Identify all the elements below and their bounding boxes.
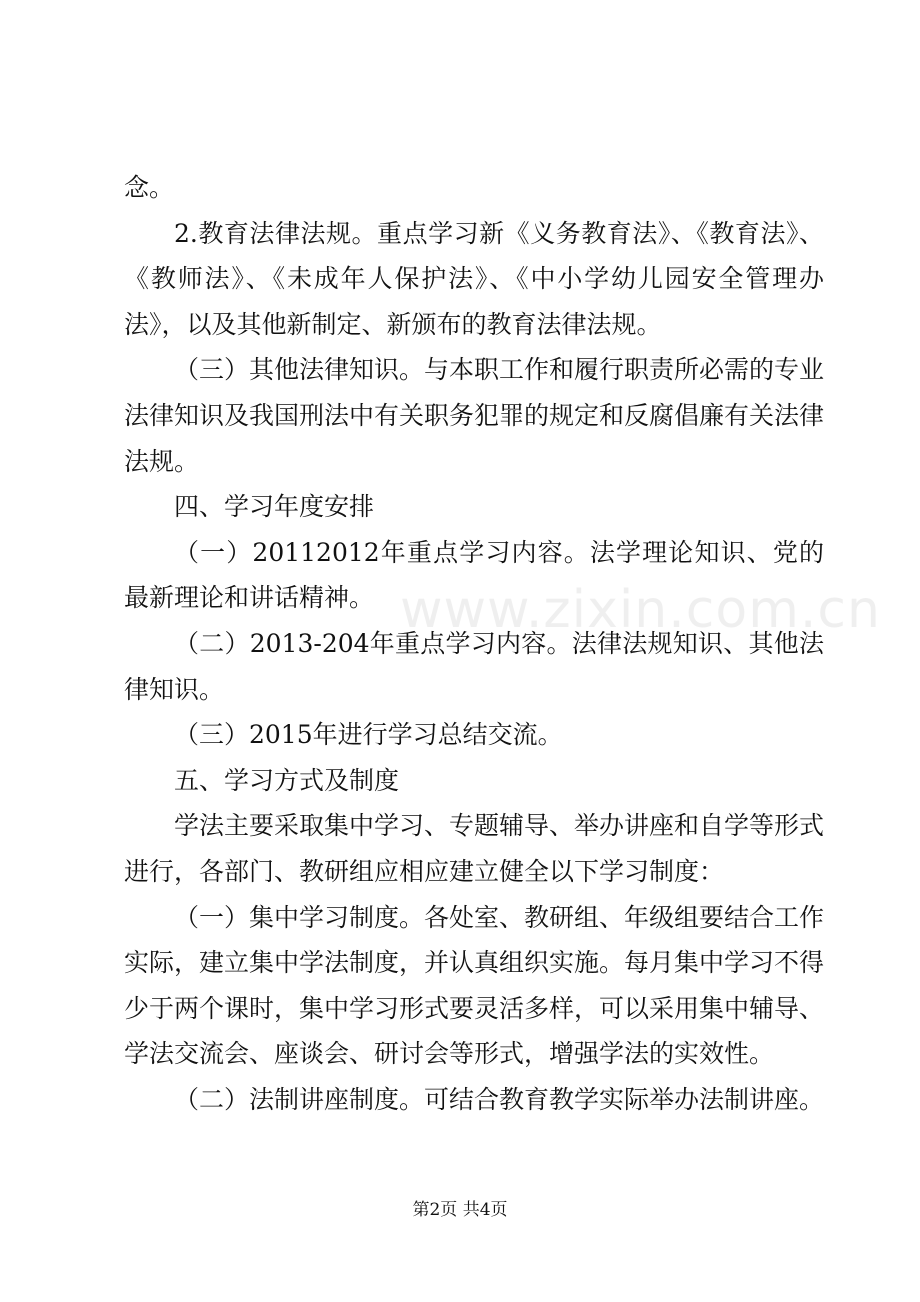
paragraph-2: 2.教育法律法规。重点学习新《义务教育法》、《教育法》、《教师法》、《未成年人保护法》、《中小学幼儿园安全管理办法》，以及其他新制定、新颁布的教育法律法规。 <box>124 218 824 339</box>
paragraph-5: （一）20112012年重点学习内容。法学理论知识、党的最新理论和讲话精神。 <box>124 537 824 613</box>
watermark: www.zixin.com.cn <box>400 580 881 640</box>
paragraph-7: （三）2015年进行学习总结交流。 <box>174 720 563 750</box>
page-footer: 第2页 共4页 <box>412 1200 508 1220</box>
paragraph-10: （一）集中学习制度。各处室、教研组、年级组要结合工作实际，建立集中学法制度，并认真组织实施。每月集中学习不得少于两个课时，集中学习形式要灵活多样，可以采用集中辅导、学法交流会、座谈会、研讨会等形式，增强学法的实效性。 <box>124 902 825 1069</box>
paragraph-1: 念。 <box>124 173 175 202</box>
paragraph-3: （三）其他法律知识。与本职工作和履行职责所必需的专业法律知识及我国刑法中有关职务犯罪的规定和反腐倡廉有关法律法规。 <box>124 355 825 476</box>
section-heading-5: 五、学习方式及制度 <box>174 765 400 795</box>
paragraph-9: 学法主要采取集中学习、专题辅导、举办讲座和自学等形式进行，各部门、教研组应相应建立健全以下学习制度： <box>124 811 825 886</box>
document-body <box>124 165 824 1122</box>
paragraph-11: （二）法制讲座制度。可结合教育教学实际举办法制讲座。 <box>174 1084 825 1114</box>
section-heading-4: 四、学习年度安排 <box>174 492 375 522</box>
paragraph-6: （二）2013-204年重点学习内容。法律法规知识、其他法律知识。 <box>124 628 824 704</box>
